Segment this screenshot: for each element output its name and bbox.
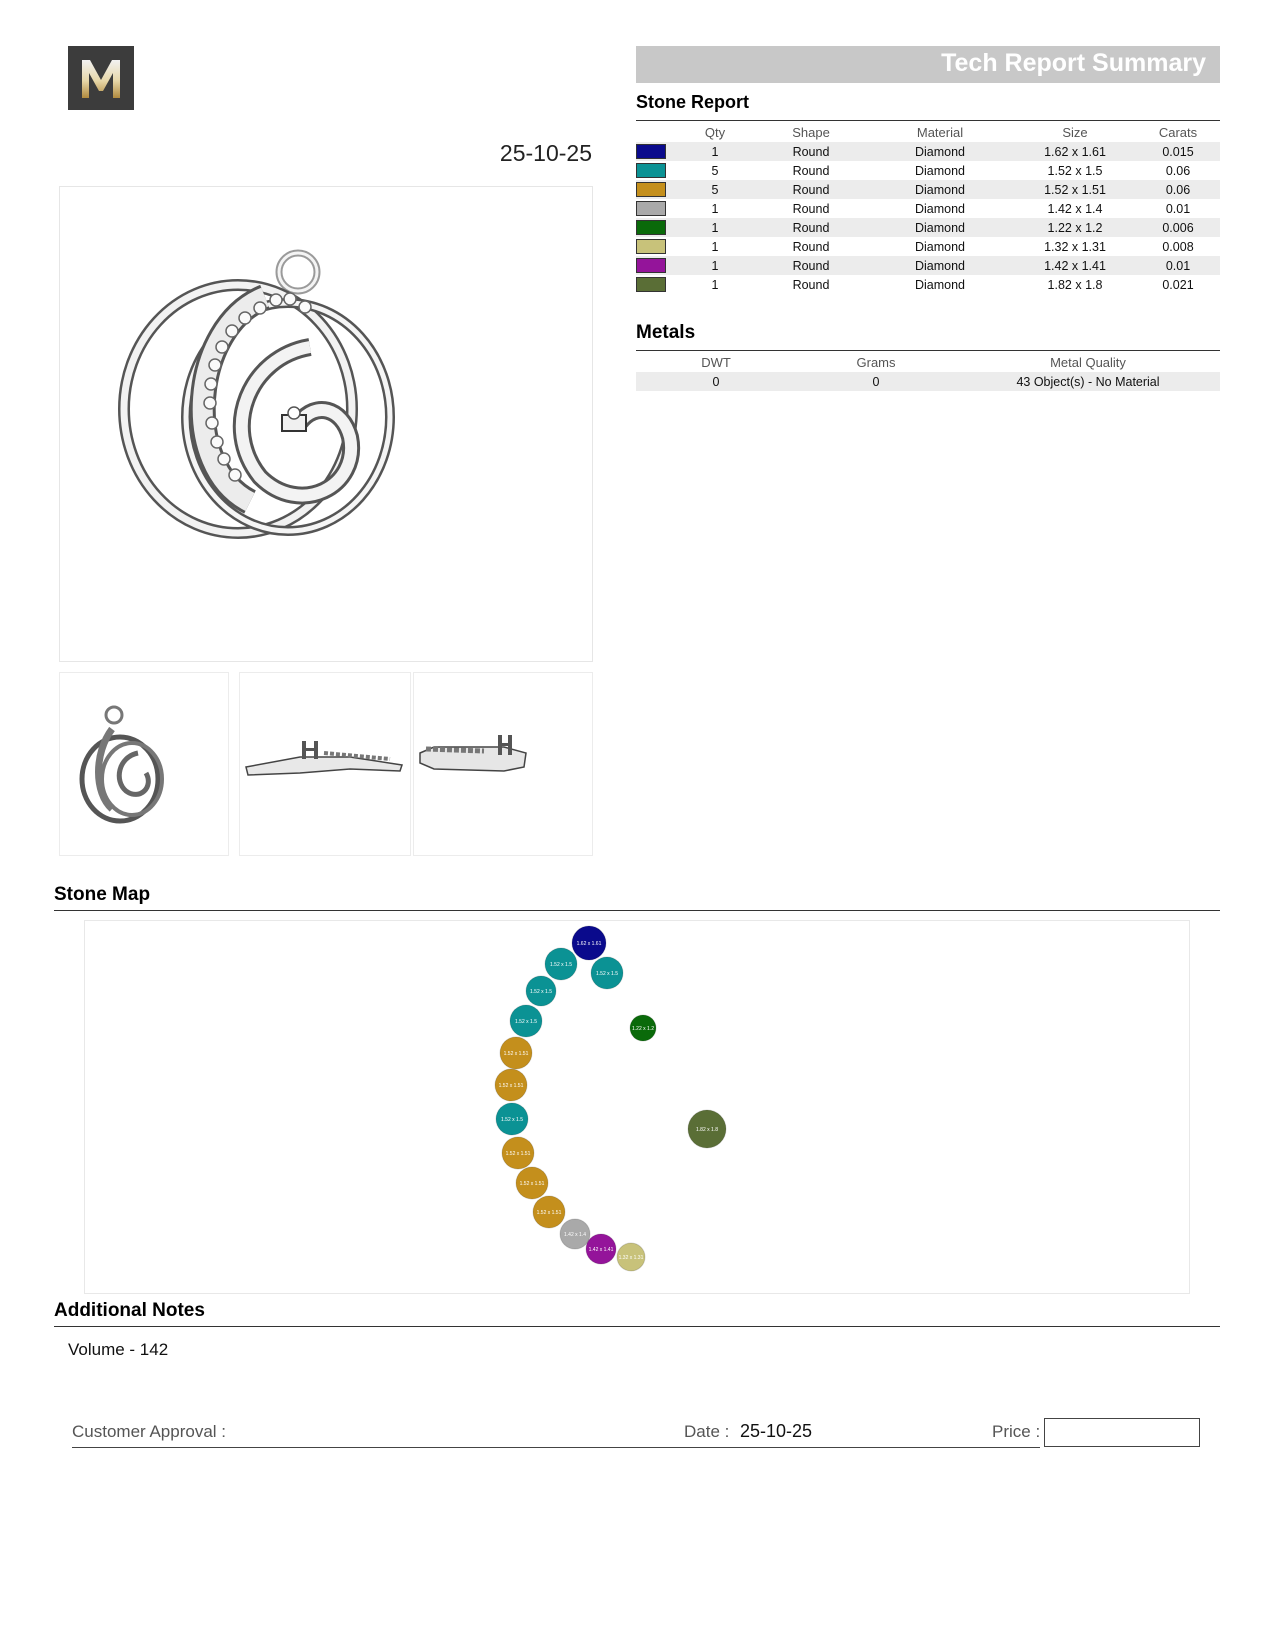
stone-material: Diamond	[914, 201, 966, 216]
stone-size: 1.22 x 1.2	[1014, 218, 1136, 237]
stone-qty: 1	[674, 256, 756, 275]
thumbnail-side-render	[240, 673, 410, 855]
column-header-material: Material	[916, 124, 964, 140]
stone-size: 1.42 x 1.4	[1047, 201, 1103, 216]
pendant-render	[60, 187, 592, 661]
stone-color-chip	[636, 163, 666, 178]
stone-map-stone[interactable]	[617, 1243, 645, 1271]
report-date: 25-10-25	[499, 140, 592, 166]
stone-shape: Round	[792, 163, 830, 178]
thumbnail-side-view[interactable]	[239, 672, 411, 856]
stone-material: Diamond	[914, 239, 966, 254]
stone-color-swatch	[636, 161, 674, 180]
stone-map-canvas	[85, 921, 1189, 1293]
footer-date-value: 25-10-25	[740, 1421, 813, 1441]
stone-map-stone[interactable]	[533, 1196, 565, 1228]
stone-shape: Round	[756, 256, 866, 275]
stone-report-row	[636, 275, 1220, 294]
metals-grams-value: 0	[796, 372, 956, 391]
stone-map-label: 1.52 x 1.51	[505, 1151, 531, 1157]
stone-carats: 0.021	[1162, 277, 1194, 292]
stone-color-chip	[636, 220, 666, 235]
stone-map-label: 1.52 x 1.5	[515, 1019, 537, 1025]
price-field[interactable]	[1044, 1418, 1200, 1447]
customer-approval-label: Customer Approval :	[72, 1422, 227, 1441]
stone-report-row	[636, 218, 1220, 237]
stone-color-chip	[636, 201, 666, 216]
additional-notes-divider	[54, 1326, 1220, 1327]
stone-map-label: 1.42 x 1.41	[588, 1247, 614, 1253]
stone-map-stone[interactable]	[502, 1137, 534, 1169]
stone-map-title: Stone Map	[54, 884, 151, 905]
stone-material: Diamond	[866, 142, 1014, 161]
stone-map-stone[interactable]	[586, 1234, 616, 1264]
stone-color-chip	[636, 258, 666, 273]
additional-notes-text: Volume - 142	[68, 1340, 169, 1359]
stone-shape: Round	[792, 201, 830, 216]
price-label: Price :	[992, 1422, 1041, 1441]
stone-color-chip	[636, 239, 666, 254]
stone-size: 1.42 x 1.41	[1014, 256, 1136, 275]
stone-map-label: 1.22 x 1.2	[632, 1026, 654, 1032]
thumbnail-angle-view[interactable]	[413, 672, 593, 856]
additional-notes-title: Additional Notes	[54, 1300, 205, 1321]
logo-m-mark	[68, 46, 134, 110]
stone-color-swatch	[636, 218, 674, 237]
stone-map-stone[interactable]	[572, 926, 606, 960]
footer-date-label: Date :	[684, 1422, 730, 1441]
stone-map-stone[interactable]	[526, 976, 556, 1006]
approval-signature-line	[72, 1447, 1040, 1448]
stone-map-label: 1.52 x 1.5	[530, 989, 552, 995]
company-logo	[68, 46, 134, 110]
stone-qty: 5	[711, 163, 719, 178]
stone-carats: 0.015	[1136, 142, 1220, 161]
stone-material: Diamond	[866, 256, 1014, 275]
stone-map-label: 1.52 x 1.51	[519, 1181, 545, 1187]
column-header-metal-quality: Metal Quality	[1050, 354, 1126, 370]
stone-color-swatch	[636, 199, 674, 218]
metals-divider	[636, 350, 1220, 351]
column-header-size: Size	[1062, 124, 1088, 140]
stone-report-row	[636, 180, 1220, 199]
metals-title: Metals	[636, 322, 696, 343]
report-title-bar	[636, 46, 1220, 83]
stone-carats: 0.008	[1162, 239, 1194, 254]
stone-size: 1.52 x 1.5	[1047, 163, 1103, 178]
thumbnail-front-render	[60, 673, 228, 855]
stone-map-label: 1.42 x 1.4	[564, 1232, 586, 1238]
stone-carats: 0.01	[1136, 256, 1220, 275]
stone-map-divider	[54, 910, 1220, 911]
stone-report-row	[636, 161, 1220, 180]
stone-qty: 1	[674, 142, 756, 161]
stone-color-swatch	[636, 180, 674, 199]
stone-color-swatch	[636, 275, 674, 294]
stone-report-row	[636, 256, 1220, 275]
stone-carats: 0.006	[1136, 218, 1220, 237]
stone-size: 1.32 x 1.31	[1044, 239, 1106, 254]
column-header-grams: Grams	[856, 354, 896, 370]
metals-dwt-value: 0	[636, 372, 796, 391]
swatch-column-header	[636, 122, 674, 142]
stone-map-stone[interactable]	[496, 1103, 528, 1135]
stone-map-label: 1.52 x 1.5	[596, 971, 618, 977]
metals-table	[636, 352, 1220, 391]
stone-qty: 1	[711, 201, 719, 216]
stone-qty: 1	[711, 239, 719, 254]
thumbnail-front-view[interactable]	[59, 672, 229, 856]
stone-shape: Round	[792, 277, 830, 292]
stone-qty: 5	[674, 180, 756, 199]
column-header-dwt: DWT	[701, 354, 731, 370]
stone-color-swatch	[636, 142, 674, 161]
stone-color-chip	[636, 144, 666, 159]
stone-shape: Round	[756, 180, 866, 199]
stone-map-label: 1.52 x 1.5	[501, 1117, 523, 1123]
stone-map-label: 1.62 x 1.61	[576, 941, 602, 947]
stone-color-swatch	[636, 256, 674, 275]
stone-report-title: Stone Report	[636, 92, 750, 112]
stone-map-stone[interactable]	[545, 948, 577, 980]
stone-qty: 1	[711, 277, 719, 292]
stone-map-stone[interactable]	[500, 1037, 532, 1069]
column-header-qty: Qty	[704, 124, 726, 140]
stone-report-row	[636, 142, 1220, 161]
stone-map-stone[interactable]	[516, 1167, 548, 1199]
stone-size: 1.52 x 1.51	[1014, 180, 1136, 199]
metals-quality-value: 43 Object(s) - No Material	[956, 372, 1220, 391]
stone-report-row	[636, 237, 1220, 256]
stone-map-panel	[84, 920, 1190, 1294]
stone-carats: 0.01	[1165, 201, 1191, 216]
stone-map-stone[interactable]	[591, 957, 623, 989]
stone-map-label: 1.52 x 1.5	[550, 962, 572, 968]
stone-map-stone[interactable]	[630, 1015, 656, 1041]
metals-row	[636, 372, 1220, 391]
stone-carats: 0.06	[1136, 180, 1220, 199]
stone-report-table	[636, 122, 1220, 294]
stone-size: 1.82 x 1.8	[1047, 277, 1103, 292]
stone-map-stone[interactable]	[495, 1069, 527, 1101]
stone-map-stone[interactable]	[560, 1219, 590, 1249]
column-header-carats: Carats	[1158, 124, 1198, 140]
report-title: Tech Report Summary	[941, 49, 1206, 77]
column-header-shape: Shape	[792, 124, 830, 140]
main-render-view	[59, 186, 593, 662]
stone-map-stone[interactable]	[510, 1005, 542, 1037]
stone-map-stone[interactable]	[688, 1110, 726, 1148]
stone-material: Diamond	[866, 180, 1014, 199]
stone-material: Diamond	[914, 163, 966, 178]
stone-report-row	[636, 199, 1220, 218]
stone-color-swatch	[636, 237, 674, 256]
thumbnail-angle-render	[414, 673, 592, 855]
stone-map-label: 1.82 x 1.8	[696, 1127, 718, 1133]
stone-shape: Round	[792, 239, 830, 254]
stone-material: Diamond	[866, 218, 1014, 237]
stone-map-label: 1.52 x 1.51	[498, 1083, 524, 1089]
stone-map-label: 1.32 x 1.31	[618, 1255, 644, 1261]
stone-qty: 1	[674, 218, 756, 237]
stone-material: Diamond	[914, 277, 966, 292]
stone-map-label: 1.52 x 1.51	[503, 1051, 529, 1057]
stone-report-header-row	[636, 122, 1220, 142]
stone-color-chip	[636, 182, 666, 197]
stone-color-chip	[636, 277, 666, 292]
stone-size: 1.62 x 1.61	[1014, 142, 1136, 161]
stone-report-divider	[636, 120, 1220, 121]
stone-shape: Round	[756, 218, 866, 237]
stone-carats: 0.06	[1165, 163, 1191, 178]
stone-map-label: 1.52 x 1.51	[536, 1210, 562, 1216]
stone-shape: Round	[756, 142, 866, 161]
metals-header-row	[636, 352, 1220, 372]
